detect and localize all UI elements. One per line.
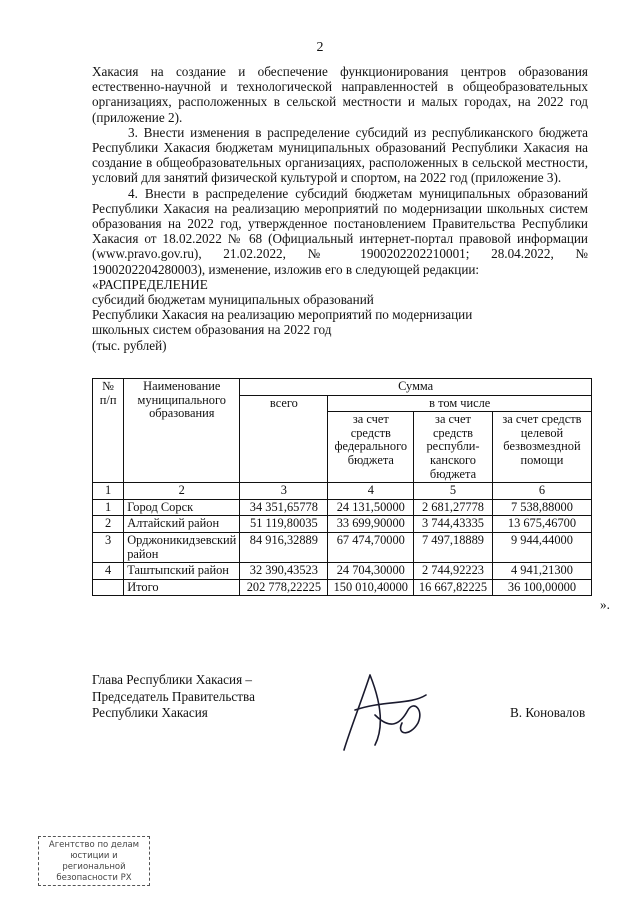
signatory-name: В. Коновалов bbox=[510, 705, 586, 720]
row-federal: 67 474,70000 bbox=[328, 532, 414, 562]
total-total: 202 778,22225 bbox=[240, 579, 328, 596]
closing-quote: ». bbox=[600, 597, 610, 612]
row-grant: 7 538,88000 bbox=[492, 499, 591, 516]
total-num-empty bbox=[93, 579, 124, 596]
header-federal: за счет средств федерального бюджета bbox=[328, 412, 414, 483]
header-num: № п/п bbox=[93, 379, 124, 483]
header-sum: Сумма bbox=[240, 379, 592, 396]
row-republic: 7 497,18889 bbox=[414, 532, 493, 562]
distribution-heading-line4: школьных систем образования на 2022 год bbox=[92, 322, 332, 338]
index-cell: 1 bbox=[93, 483, 124, 500]
signature-title bbox=[92, 672, 255, 722]
row-republic: 2 744,92223 bbox=[414, 563, 493, 580]
row-num: 2 bbox=[93, 516, 124, 533]
row-total: 32 390,43523 bbox=[240, 563, 328, 580]
row-grant: 4 941,21300 bbox=[492, 563, 591, 580]
row-federal: 24 131,50000 bbox=[328, 499, 414, 516]
header-total: всего bbox=[240, 395, 328, 483]
header-name: Наименование муниципального образования bbox=[124, 379, 240, 483]
signature-title-line1: Глава Республики Хакасия – bbox=[92, 672, 253, 687]
signature-title-line2: Председатель Правительства bbox=[92, 688, 255, 704]
table-total-row bbox=[93, 579, 592, 596]
row-name: Орджоникидзевский район bbox=[124, 532, 240, 562]
table-row bbox=[93, 499, 592, 516]
units-label: (тыс. рублей) bbox=[92, 337, 167, 353]
total-republic: 16 667,82225 bbox=[414, 579, 493, 596]
paragraph-continuation: Хакасия на создание и обеспечение функционирования центров образования естественно-научной и технологической направленностей в общеобразовательных организациях, расположенных в сельской местности и малых городах, на 2022 год (приложение 2). bbox=[92, 64, 588, 125]
row-num: 1 bbox=[93, 499, 124, 516]
row-num: 3 bbox=[93, 532, 124, 562]
total-federal: 150 010,40000 bbox=[328, 579, 414, 596]
paragraph-4: 4. Внести в распределение субсидий бюджетам муниципальных образований Республики Хакасия на реализацию мероприятий по модернизации школьных систем образования на 2022 год, утвержденное постановлением Правительства Республики Хакасия от 18.02.2022 № 68 (Официальный интернет-портал правовой информации (www.pravo.gov.ru), 21.02.2022, № 1900202202210001; 28.04.2022, № 1900202204280003), изменение, изложив его в следующей редакции: bbox=[92, 185, 588, 277]
row-name: Город Сорск bbox=[124, 499, 240, 516]
total-name: Итого bbox=[124, 579, 240, 596]
distribution-heading-line1: «РАСПРЕДЕЛЕНИЕ bbox=[92, 276, 208, 292]
index-cell: 5 bbox=[414, 483, 493, 500]
row-num: 4 bbox=[93, 563, 124, 580]
distribution-heading-line2: субсидий бюджетам муниципальных образований bbox=[92, 292, 374, 308]
row-name: Таштыпский район bbox=[124, 563, 240, 580]
index-cell: 6 bbox=[492, 483, 591, 500]
signature-title-line3: Республики Хакасия bbox=[92, 705, 208, 720]
total-grant: 36 100,00000 bbox=[492, 579, 591, 596]
row-total: 51 119,80035 bbox=[240, 516, 328, 533]
row-grant: 13 675,46700 bbox=[492, 516, 591, 533]
index-cell: 2 bbox=[124, 483, 240, 500]
index-cell: 3 bbox=[240, 483, 328, 500]
distribution-table bbox=[92, 378, 592, 596]
table-row bbox=[93, 516, 592, 533]
row-grant: 9 944,44000 bbox=[492, 532, 591, 562]
index-cell: 4 bbox=[328, 483, 414, 500]
paragraph-3: 3. Внести изменения в распределение субсидий из республиканского бюджета Республики Хакасия бюджетам муниципальных образований Республики Хакасия на создание в общеобразовательных организациях, расположенных в сельской местности, условий для занятий физической культурой и спортом, на 2022 год (приложение 3). bbox=[92, 124, 588, 186]
handwritten-signature bbox=[330, 655, 440, 755]
header-including: в том числе bbox=[328, 395, 592, 412]
row-republic: 2 681,27778 bbox=[414, 499, 493, 516]
table-row bbox=[93, 532, 592, 562]
stamp-line3: безопасности РХ bbox=[56, 873, 132, 883]
row-federal: 33 699,90000 bbox=[328, 516, 414, 533]
registration-stamp bbox=[38, 836, 150, 886]
page-number: 2 bbox=[316, 40, 324, 55]
header-republic: за счет средств республи-канского бюджета bbox=[414, 412, 493, 483]
row-republic: 3 744,43335 bbox=[414, 516, 493, 533]
table-index-row bbox=[93, 483, 592, 500]
document-body bbox=[92, 64, 588, 353]
table-row bbox=[93, 563, 592, 580]
row-name: Алтайский район bbox=[124, 516, 240, 533]
header-grant: за счет средств целевой безвозмездной помощи bbox=[492, 412, 591, 483]
row-federal: 24 704,30000 bbox=[328, 563, 414, 580]
distribution-heading-line3: Республики Хакасия на реализацию мероприятий по модернизации bbox=[92, 307, 473, 323]
row-total: 34 351,65778 bbox=[240, 499, 328, 516]
stamp-line2: юстиции и региональной bbox=[62, 851, 126, 872]
stamp-line1: Агентство по делам bbox=[48, 840, 140, 850]
row-total: 84 916,32889 bbox=[240, 532, 328, 562]
